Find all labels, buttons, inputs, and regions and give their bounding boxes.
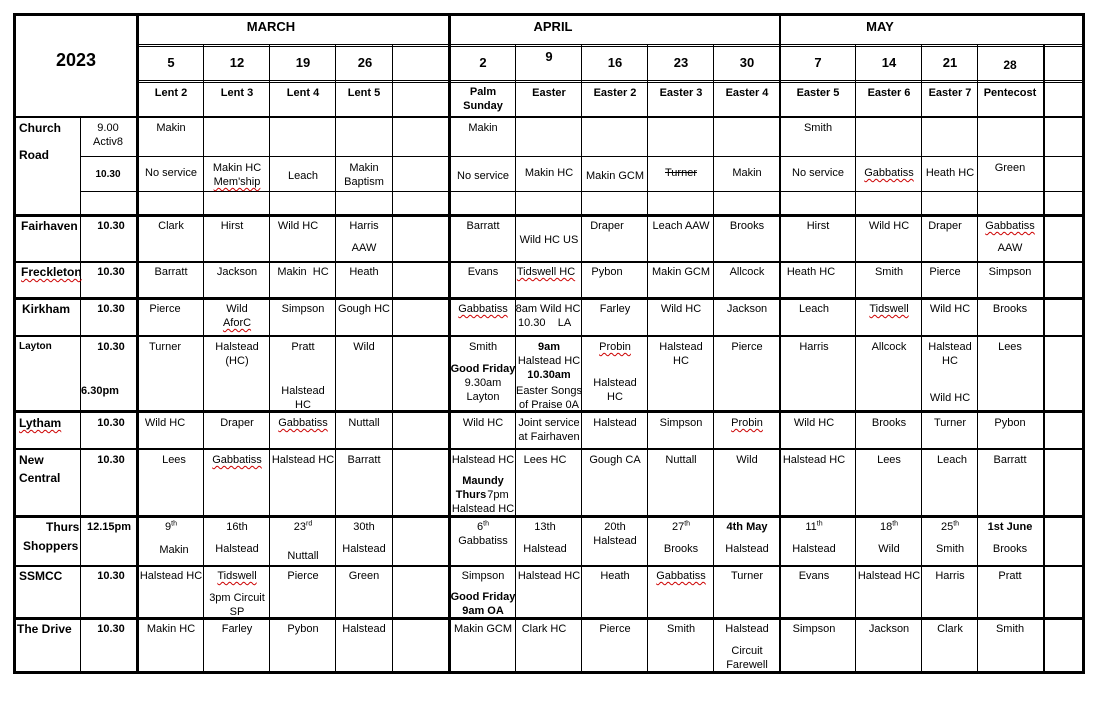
preacher-cell: Halstead: [342, 623, 386, 635]
preacher-cell: Pierce: [929, 266, 961, 278]
preacher-cell: Simpson: [461, 570, 505, 582]
preacher-cell: Green: [994, 162, 1026, 174]
church-name: Kirkham: [22, 302, 71, 316]
service-time: 10.30: [95, 169, 121, 180]
thursday-date: 9th: [165, 520, 177, 533]
thursday-date: 13th: [534, 521, 556, 533]
preacher-cell: (HC): [225, 355, 249, 367]
date-cell: 16: [607, 55, 623, 70]
preacher-cell: Jackson: [868, 623, 910, 635]
preacher-cell: Allcock: [871, 341, 907, 353]
preacher-cell: Halstead: [725, 623, 769, 635]
preacher-cell: Clark: [158, 220, 184, 232]
preacher-cell: HC: [942, 355, 958, 367]
church-name: SSMCC: [19, 569, 63, 583]
sunday-name: Palm: [469, 86, 497, 98]
preacher-cell: Halstead HC: [857, 570, 921, 582]
preacher-cell: Brooks: [992, 303, 1028, 315]
preacher-cell: Smith: [468, 341, 498, 353]
church-name: Shoppers: [23, 539, 79, 553]
sunday-name: Easter 4: [725, 87, 769, 99]
preacher-cell: Pratt: [998, 570, 1022, 582]
preacher-cell: Wild: [878, 543, 900, 555]
preacher-cell: Smith: [874, 266, 904, 278]
preacher-cell: Makin: [156, 122, 186, 134]
preacher-cell: SP: [229, 606, 245, 618]
preacher-cell: Makin HC: [212, 162, 262, 174]
preacher-cell: Leach AAW: [652, 220, 710, 232]
preacher-cell: Halstead: [659, 341, 703, 353]
thursday-date: 30th: [353, 521, 375, 533]
preacher-cell: Halstead: [593, 377, 637, 389]
preacher-cell: AAW: [997, 242, 1023, 254]
preacher-cell: Clark HC: [521, 623, 567, 635]
preacher-cell: of Praise 0A: [519, 399, 579, 411]
preacher-cell: Gabbatiss: [458, 303, 508, 315]
preacher-cell: 9am OA: [462, 605, 504, 617]
preacher-cell: Gabbatiss: [656, 570, 706, 582]
date-cell: 7: [814, 55, 822, 70]
sunday-name: Easter 5: [796, 87, 840, 99]
preacher-cell: Halstead: [928, 341, 972, 353]
preacher-cell: Gough HC: [338, 303, 390, 315]
preacher-cell: Halstead HC: [517, 570, 581, 582]
preacher-cell: Wild HC: [144, 417, 186, 429]
preacher-cell: 9.30am: [464, 377, 502, 389]
preacher-cell: Hirst: [806, 220, 830, 232]
preacher-cell: Pierce: [287, 570, 319, 582]
church-name: Thurs: [46, 520, 80, 534]
preacher-cell: Halstead: [593, 417, 637, 429]
preacher-cell: Wild HC: [793, 417, 835, 429]
service-time: 12.15pm: [86, 521, 132, 533]
year-label: 2023: [55, 50, 97, 70]
date-cell: 28: [1003, 58, 1017, 72]
preacher-cell: Halstead HC: [451, 454, 515, 466]
preacher-cell: Makin HC: [524, 167, 574, 179]
preacher-cell: No service: [457, 170, 509, 182]
thursday-date: 27th: [671, 520, 691, 533]
month-march: MARCH: [246, 19, 296, 34]
sunday-name: Easter 7: [928, 87, 972, 99]
preacher-cell: Nuttall: [287, 550, 319, 562]
preacher-cell: Draper: [220, 417, 254, 429]
preacher-cell: Smith: [995, 623, 1025, 635]
service-time: 10.30: [97, 341, 125, 353]
preacher-cell: Wild HC: [277, 220, 319, 232]
preacher-cell: Pratt: [291, 341, 315, 353]
date-cell: 2: [479, 55, 487, 70]
thursday-date: 18th: [879, 520, 899, 533]
thursday-date: 1st June: [987, 521, 1033, 533]
preacher-cell: Nuttall: [348, 417, 380, 429]
preacher-cell: Circuit: [731, 645, 763, 657]
preacher-cell: Tidswell HC: [516, 266, 576, 278]
preacher-cell: Halstead HC: [271, 454, 335, 466]
preacher-cell: AAW: [351, 242, 377, 254]
preacher-cell: Brooks: [663, 543, 699, 555]
preacher-cell: Smith: [666, 623, 696, 635]
preacher-cell: Clark: [937, 623, 963, 635]
preacher-cell: Nuttall: [665, 454, 697, 466]
preacher-cell: 10.30 LA: [518, 317, 572, 329]
preacher-cell: No service: [145, 167, 197, 179]
service-time: 10.30: [97, 623, 125, 635]
preacher-cell: Simpson: [792, 623, 836, 635]
service-time: Activ8: [93, 136, 123, 148]
preacher-cell: Wild HC: [868, 220, 910, 232]
date-cell: 19: [295, 55, 311, 70]
preacher-cell: HC: [295, 399, 311, 411]
preacher-cell: Pierce: [731, 341, 763, 353]
preacher-cell: Barratt: [347, 454, 381, 466]
preacher-cell: Gabbatiss: [458, 535, 508, 547]
church-name: New: [19, 453, 44, 467]
preacher-cell: Makin: [159, 544, 189, 556]
sunday-name: Easter 2: [593, 87, 637, 99]
preacher-cell: Wild HC: [660, 303, 702, 315]
preacher-cell: Jackson: [216, 266, 258, 278]
preacher-cell: Turner: [731, 570, 763, 582]
preacher-cell: Gabbatiss: [864, 167, 914, 179]
preacher-cell: Harris: [935, 570, 965, 582]
preacher-cell: Halstead: [281, 385, 325, 397]
preacher-cell: Halstead: [215, 341, 259, 353]
date-cell: 23: [673, 55, 689, 70]
service-time: 10.30: [97, 220, 125, 232]
preacher-cell: Draper: [928, 220, 962, 232]
preacher-cell: Makin GCM: [651, 266, 711, 278]
preacher-cell: 9am: [537, 341, 561, 353]
preacher-cell: Allcock: [729, 266, 765, 278]
preacher-cell: Halstead: [342, 543, 386, 555]
date-cell: 5: [167, 55, 175, 70]
preacher-cell: Turner: [149, 341, 181, 353]
preacher-cell: Evans: [467, 266, 499, 278]
preacher-cell: Wild HC: [462, 417, 504, 429]
sunday-name: Lent 3: [220, 87, 254, 99]
preacher-cell: Gabbatiss: [985, 220, 1035, 232]
preacher-cell: Heath HC: [925, 167, 975, 179]
preacher-cell: Makin: [732, 167, 762, 179]
preacher-cell: Turner: [934, 417, 966, 429]
sunday-name: Pentecost: [983, 87, 1037, 99]
preacher-cell: Harris: [799, 341, 829, 353]
preacher-cell: AforC: [222, 317, 252, 329]
preacher-cell: Farley: [221, 623, 253, 635]
preacher-cell: Brooks: [729, 220, 765, 232]
preacher-cell: Halstead: [792, 543, 836, 555]
church-name: Central: [19, 471, 61, 485]
preacher-cell: Halstead HC: [782, 454, 846, 466]
preacher-cell: Lees: [998, 341, 1022, 353]
preacher-cell: Heath: [600, 570, 630, 582]
preacher-cell: Lees: [877, 454, 901, 466]
preacher-cell: Wild HC US: [519, 234, 579, 246]
preacher-cell: Smith: [803, 122, 833, 134]
date-cell: 26: [357, 55, 373, 70]
preacher-cell: Simpson: [659, 417, 703, 429]
preacher-cell: Lees: [162, 454, 186, 466]
preacher-cell: Good Friday: [450, 363, 516, 375]
date-cell: 12: [229, 55, 245, 70]
preacher-cell: Makin HC: [146, 623, 196, 635]
preacher-cell: Barratt: [466, 220, 500, 232]
church-name: The Drive: [17, 622, 72, 636]
preacher-cell: Good Friday: [450, 591, 516, 603]
church-name: Freckleton: [21, 265, 82, 279]
date-cell: 14: [881, 55, 897, 70]
thursday-date: 4th May: [726, 521, 768, 533]
preacher-cell: Harris: [349, 220, 379, 232]
preacher-cell: 3pm Circuit: [209, 592, 265, 604]
preacher-cell: Wild HC: [929, 303, 971, 315]
sunday-name: Easter 3: [659, 87, 703, 99]
preacher-cell: Brooks: [992, 543, 1028, 555]
preacher-cell: Pierce: [599, 623, 631, 635]
preacher-cell: Probin: [599, 341, 631, 353]
preacher-cell: Evans: [798, 570, 830, 582]
preacher-cell: Layton: [466, 391, 500, 403]
preacher-cell: Leach: [288, 170, 318, 182]
preacher-cell: Halstead HC: [451, 503, 515, 515]
preacher-cell: Gough CA: [589, 454, 641, 466]
thursday-date: 23rd: [293, 520, 313, 533]
preacher-cell: Gabbatiss: [278, 417, 328, 429]
sunday-name: Lent 4: [286, 87, 320, 99]
service-time: 10.30: [97, 454, 125, 466]
preacher-cell: Leach: [937, 454, 967, 466]
sunday-name: Lent 5: [347, 87, 381, 99]
church-name: Church: [19, 121, 61, 135]
preacher-cell: Barratt: [154, 266, 188, 278]
preacher-cell: Pybon: [287, 623, 319, 635]
preacher-cell: Simpson: [281, 303, 325, 315]
preacher-cell: Tidswell: [217, 570, 257, 582]
preacher-cell: 8am Wild HC: [515, 303, 581, 315]
preacher-cell: HC: [673, 355, 689, 367]
thursday-date: 20th: [604, 521, 626, 533]
preacher-cell: Pybon: [591, 266, 623, 278]
preacher-cell: Simpson: [988, 266, 1032, 278]
preacher-cell: 7pm: [487, 489, 509, 501]
preacher-cell: Hirst: [220, 220, 244, 232]
thursday-date: 16th: [226, 521, 248, 533]
service-time: 10.30: [97, 303, 125, 315]
preacher-cell: Halstead HC: [517, 355, 581, 367]
preacher-cell: Probin: [731, 417, 763, 429]
preacher-cell: Green: [348, 570, 380, 582]
preacher-cell: Wild: [736, 454, 758, 466]
date-cell: 9: [545, 49, 553, 64]
sunday-name: Easter 6: [867, 87, 911, 99]
date-cell: 30: [739, 55, 755, 70]
preacher-cell: Draper: [590, 220, 624, 232]
preacher-cell: Wild HC: [929, 392, 971, 404]
preacher-cell: HC: [607, 391, 623, 403]
preacher-cell: Mem'ship: [213, 176, 261, 188]
preacher-cell: Halstead: [523, 543, 567, 555]
month-may: MAY: [866, 19, 894, 34]
service-time: 10.30: [97, 570, 125, 582]
preacher-cell: Farewell: [726, 659, 768, 671]
preacher-cell: Makin: [468, 122, 498, 134]
church-name: Layton: [19, 341, 52, 352]
preacher-cell: Maundy: [462, 475, 504, 487]
preacher-cell: Halstead: [725, 543, 769, 555]
preacher-cell: Turner: [665, 167, 697, 179]
service-time: 10.30: [97, 417, 125, 429]
preacher-cell: Baptism: [344, 176, 384, 188]
preacher-cell: Lees HC: [523, 454, 567, 466]
preacher-cell: Joint service: [518, 417, 580, 429]
preacher-cell: Easter Songs: [515, 385, 583, 397]
month-april: APRIL: [533, 19, 573, 34]
preacher-cell: Tidswell: [869, 303, 909, 315]
sunday-name: Lent 2: [154, 87, 188, 99]
preacher-cell: Gabbatiss: [212, 454, 262, 466]
thursday-date: 11th: [805, 520, 823, 533]
preacher-cell: Heath HC: [786, 266, 836, 278]
thursday-date: 6th: [477, 520, 489, 533]
service-time: 6.30pm: [81, 385, 119, 397]
preacher-cell: 10.30am: [527, 369, 571, 381]
preacher-cell: Makin HC: [277, 266, 329, 278]
preacher-cell: Brooks: [871, 417, 907, 429]
preacher-cell: Halstead HC: [139, 570, 203, 582]
church-name: Fairhaven: [21, 219, 78, 233]
preacher-cell: Halstead: [593, 535, 637, 547]
preacher-cell: Pybon: [994, 417, 1026, 429]
preacher-cell: Wild: [226, 303, 248, 315]
preacher-cell: Halstead: [215, 543, 259, 555]
preacher-cell: Thurs: [455, 489, 487, 501]
preacher-cell: Smith: [935, 543, 965, 555]
preacher-cell: Leach: [799, 303, 829, 315]
preacher-cell: Barratt: [993, 454, 1027, 466]
sunday-name: Sunday: [463, 100, 503, 112]
preacher-cell: Makin: [349, 162, 379, 174]
service-time: 9.00: [97, 122, 119, 134]
preacher-cell: Makin GCM: [453, 623, 513, 635]
church-name: Lytham: [19, 416, 62, 430]
preacher-cell: No service: [792, 167, 844, 179]
preacher-cell: Pierce: [149, 303, 181, 315]
preacher-cell: Farley: [599, 303, 631, 315]
thursday-date: 25th: [940, 520, 960, 533]
preacher-cell: Wild: [353, 341, 375, 353]
preacher-cell: Jackson: [726, 303, 768, 315]
service-time: 10.30: [97, 266, 125, 278]
church-name: Road: [19, 148, 49, 162]
preacher-cell: Heath: [349, 266, 379, 278]
date-cell: 21: [942, 55, 958, 70]
preacher-cell: Makin GCM: [585, 170, 645, 182]
sunday-name: Easter: [532, 87, 566, 99]
preacher-cell: at Fairhaven: [518, 431, 580, 443]
